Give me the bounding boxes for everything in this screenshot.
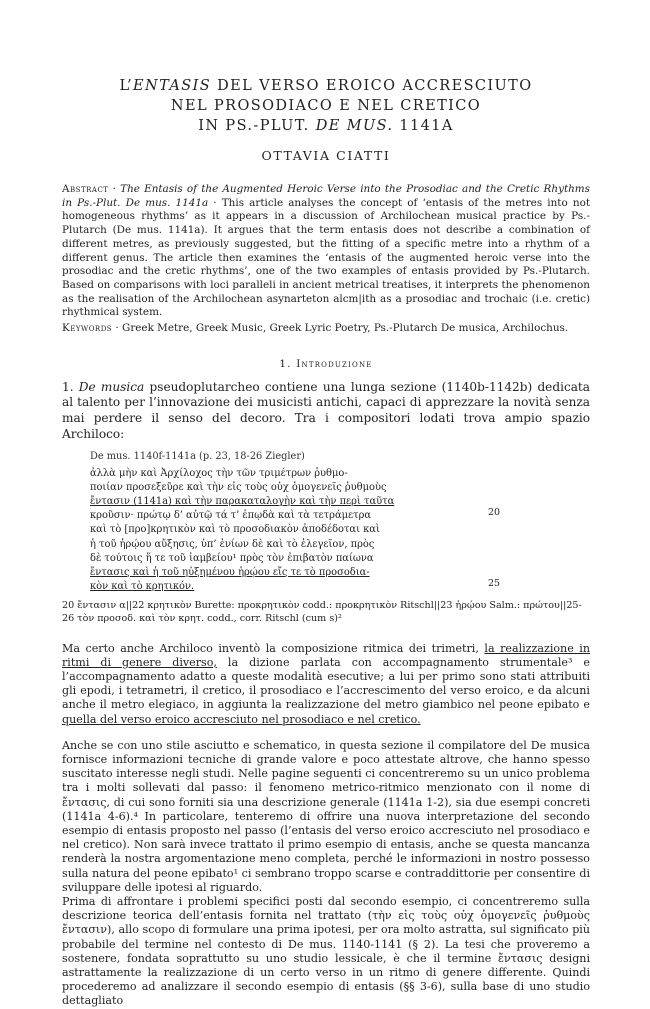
title-line-1	[62, 76, 590, 96]
intro-text: pseudoplutarcheo contiene una lunga sezione (1140b-1142b) dedicata al talento per l’innovazione dei musicisti antichi, capaci di apprezzare la novità senza mai perdere il senso del decoro. Tra i compositori lodati trova ampio spazio Archiloco:	[62, 379, 591, 441]
translation-paragraph	[62, 642, 590, 727]
translation-text-2: la dizione parlata con accompagnamento strumentale³ e l’accompagnamento adatto a queste modalità esecutive; a lui per primo sono stati attribuiti gli epodi, i tetrametri, il cretico, il prosodiaco e l’accrescimento del verso eroico, e da alcuni anche il metro elegiaco, in aggiunta la realizzazione del metro giambico nel peone epibato e	[62, 655, 590, 712]
title-line-3	[62, 116, 590, 136]
author-name: OTTAVIA CIATTI	[261, 148, 391, 163]
critical-apparatus: 20 ἔντασιν α||22 κρητικὸν Burette: προκρητικὸν codd.: προκρητικὸν Ritschl||23 ἡρῴου Salm.: πρώτου||25-26 τὸν προσοδ. καὶ τὸν κρητ. codd., corr. Ritschl (cum s)²	[62, 599, 582, 624]
title-emphasis-3: DE MUS.	[315, 118, 394, 134]
greek-line: ἔντασιν (1141a) καὶ τὴν παρακαταλογὴν καὶ τὴν περὶ ταῦτα	[90, 496, 395, 508]
greek-text	[90, 467, 460, 594]
abstract-text: This article analyses the concept of ‘entasis of the metres into not homogeneous rhythms’ as it appears in a discussion of Archilochean musical practice by Ps.-Plutarch (De mus. 1141a). It argues that the term entasis does not describe a combination of different metres, as previously suggested, but the fitting of a specific metre into a rhythm of a different genus. The article then examines the ‘entasis of the augmented heroic verse into the prosodiac and the cretic rhythms’, one of the two examples of entasis provided by Ps.-Plutarch. Based on comparisons with loci paralleli in ancient metrical treatises, it interprets the phenomenon as the realisation of the Archilochean asynarteton alcm|ith as a prosodiac and trochaic (i.e. cretic) rhythmical system.	[62, 196, 590, 319]
line-number-25: 25	[488, 578, 501, 590]
article-title	[62, 76, 590, 136]
paper-page	[62, 0, 590, 1009]
title-line-2: NEL PROSODIACO E NEL CRETICO	[170, 98, 482, 114]
quotation-source: De mus. 1140f-1141a (p. 23, 18-26 Ziegler)	[90, 451, 305, 463]
translation-underlined-2: quella del verso eroico accresciuto nel prosodiaco e nel cretico.	[62, 712, 421, 726]
greek-line: κὸν καὶ τὸ κρητικόν.	[90, 580, 195, 592]
greek-line: καὶ τὸ [προ]κρητικὸν καὶ τὸ προσοδιακὸν ἀποδέδοται καὶ	[90, 524, 380, 536]
greek-line: ἀλλὰ μὴν καὶ Ἀρχίλοχος τὴν τῶν τριμέτρων ῥυθμο-	[90, 468, 348, 480]
body-paragraph-1: Anche se con uno stile asciutto e schematico, in questa sezione il compilatore del De musica fornisce informazioni tecniche di grande valore e poco attestate altrove, che hanno spesso suscitato interesse negli studi. Nelle pagine seguenti ci concentreremo su un unico problema tra i molti sollevati dal passo: il fenomeno metrico-ritmico menzionato con il nome di ἔντασις, di cui sono forniti sia una descrizione generale (1141a 1-2), sia due esempi concreti (1141a 4-6).⁴ In particolare, tenteremo di offrire una nuova interpretazione del secondo esempio di entasis proposto nel passo (l’entasis del verso eroico accresciuto nel prosodiaco e nel cretico). Non sarà invece trattato il primo esempio di entasis, anche se questa mancanza renderà la nostra argomentazione meno completa, perché le informazioni in nostro possesso sulla natura del peone epibato¹ ci sembrano troppo scarse e contraddittorie per consentire di sviluppare delle ipotesi al riguardo.	[62, 738, 590, 894]
title-prefix-3: IN PS.-PLUT.	[198, 118, 316, 134]
title-emphasis: ENTASIS	[133, 78, 212, 94]
intro-lead: 1.	[62, 379, 79, 394]
greek-line: ἡ τοῦ ἡρῴου αὔξησις, ὑπ’ ἐνίων δὲ καὶ τὸ ἐλεγεῖον, πρὸς	[90, 538, 375, 550]
greek-line: δὲ τούτοις ἥ τε τοῦ ἰαμβείου¹ πρὸς τὸν ἐπιβατὸν παίωνα	[90, 552, 374, 564]
section-heading: 1. Introduzione	[279, 357, 373, 370]
abstract-heading: · The Entasis of the Augmented Heroic Verse into the Prosodiac and the Cretic Rhythms in Ps.-Plut. De mus. 1141a ·	[62, 183, 590, 209]
title-rest-3: 1141A	[393, 118, 454, 134]
title-prefix: L’	[119, 78, 134, 94]
abstract	[62, 183, 590, 320]
intro-em: De musica	[78, 379, 145, 394]
greek-line: ποιίαν προσεξεῦρε καὶ τὴν εἰς τοὺς οὐχ ὁμογενεῖς ῥυθμοὺς	[90, 482, 387, 494]
intro-paragraph	[62, 380, 590, 442]
keywords-label: Keywords	[62, 322, 113, 335]
translation-underlined-1: la realizzazione in ritmi di genere diverso,	[62, 641, 590, 669]
greek-line: κροῦσιν· πρώτῳ δ’ αὐτῷ τά τ’ ἐπῳδὰ καὶ τὰ τετράμετρα	[90, 510, 372, 522]
body-paragraph-2: Prima di affrontare i problemi specifici posti dal secondo esempio, ci concentreremo sulla descrizione teorica dell’entasis fornita nel trattato (τὴν εἰς τοὺς οὐχ ὁμογενεῖς ῥυθμοὺς ἔντασιν), allo scopo di formulare una prima ipotesi, per ora molto astratta, sul significato più probabile del termine nel contesto di De mus. 1140-1141 (§ 2). La tesi che proveremo a sostenere, fondata soprattutto su uno studio lessicale, è che il termine ἔντασις designi astrattamente la realizzazione di un certo verso in un ritmo di genere differente. Quindi procederemo ad analizzare il secondo esempio di entasis (§§ 3-6), sulla base di uno studio dettagliato	[62, 895, 590, 1008]
title-rest: DEL VERSO EROICO ACCRESCIUTO	[211, 78, 533, 94]
greek-line: ἔντασις καὶ ἡ τοῦ ηὐξημένου ἡρῴου εἴς τε τὸ προσοδια-	[90, 566, 370, 578]
keywords-text: · Greek Metre, Greek Music, Greek Lyric Poetry, Ps.-Plutarch De musica, Archilochus.	[112, 322, 569, 335]
line-number-20: 20	[488, 507, 501, 519]
translation-text-1: Ma certo anche Archiloco inventò la composizione ritmica dei trimetri,	[62, 641, 485, 655]
greek-quotation	[90, 450, 530, 594]
keywords	[62, 322, 590, 336]
abstract-label: Abstract	[62, 183, 109, 195]
